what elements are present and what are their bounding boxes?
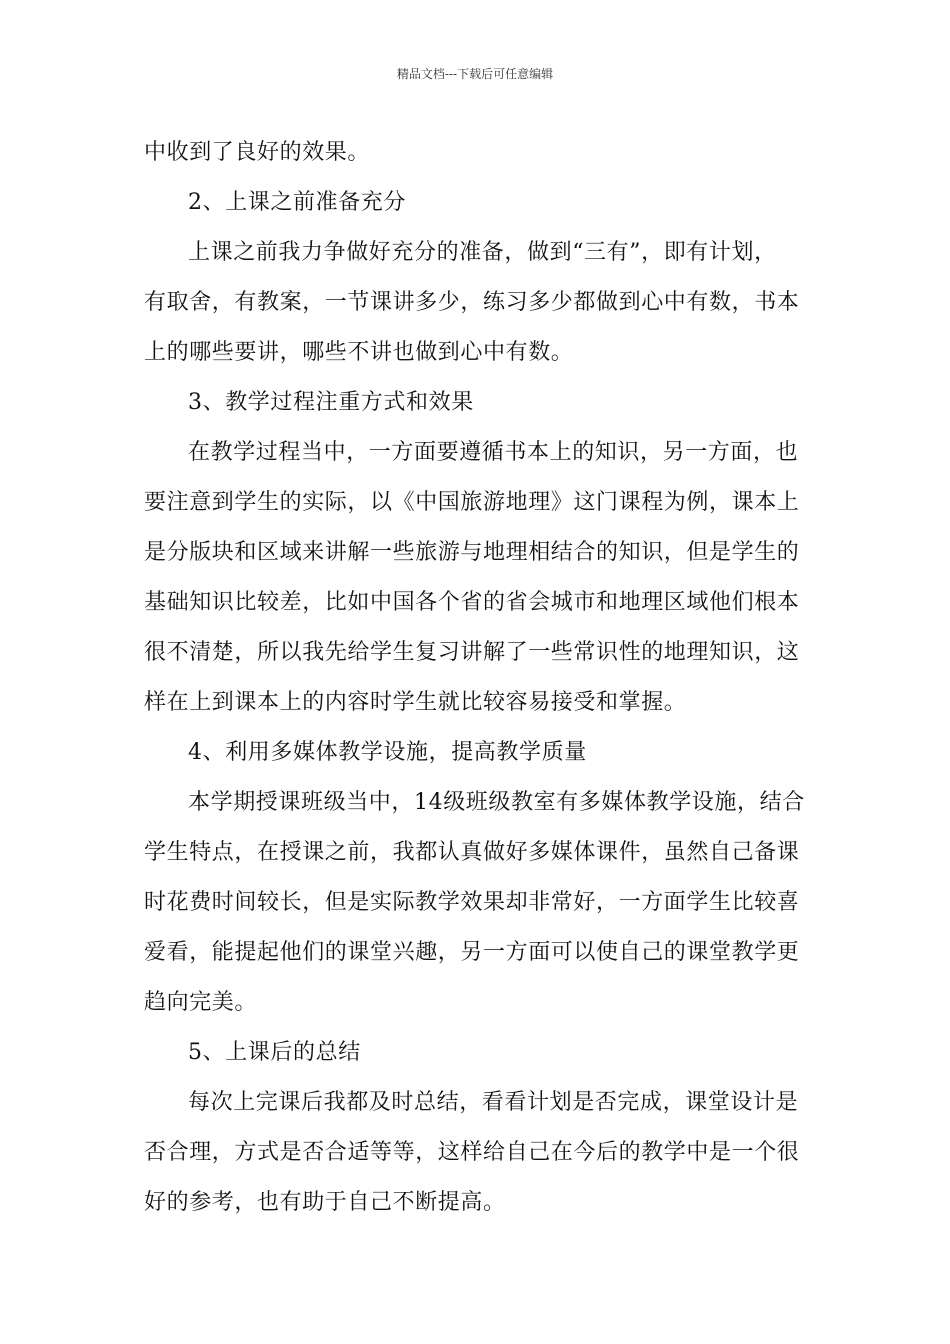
section-heading: 5、上课后的总结 [188, 1040, 361, 1065]
paragraph-line: 在教学过程当中，一方面要遵循书本上的知识，另一方面，也 [188, 440, 799, 465]
paragraph-line: 好的参考，也有助于自己不断提高。 [144, 1190, 506, 1215]
section-heading: 4、利用多媒体教学设施，提高教学质量 [188, 740, 587, 765]
document-body [144, 128, 806, 1228]
paragraph-line: 要注意到学生的实际，以《中国旅游地理》这门课程为例，课本上 [144, 490, 800, 515]
paragraph-line: 是分版块和区域来讲解一些旅游与地理相结合的知识，但是学生的 [144, 540, 800, 565]
paragraph-line: 基础知识比较差，比如中国各个省的省会城市和地理区域他们根本 [144, 590, 800, 615]
paragraph-line: 有取舍，有教案，一节课讲多少，练习多少都做到心中有数，书本 [144, 290, 800, 315]
page-header: 精品文档---下载后可任意编辑 [396, 67, 554, 81]
paragraph-line: 样在上到课本上的内容时学生就比较容易接受和掌握。 [144, 690, 687, 715]
paragraph-line: 上课之前我力争做好充分的准备，做到“三有”，即有计划， [188, 240, 777, 265]
paragraph-line: 趋向完美。 [144, 990, 258, 1015]
paragraph-line: 中收到了良好的效果。 [144, 140, 371, 165]
paragraph-line: 很不清楚，所以我先给学生复习讲解了一些常识性的地理知识，这 [144, 640, 800, 665]
paragraph-line: 时花费时间较长，但是实际教学效果却非常好，一方面学生比较喜 [144, 890, 800, 915]
paragraph-line: 每次上完课后我都及时总结，看看计划是否完成，课堂设计是 [188, 1090, 799, 1115]
paragraph-line: 学生特点，在授课之前，我都认真做好多媒体课件，虽然自己备课 [144, 840, 800, 865]
paragraph-line: 上的哪些要讲，哪些不讲也做到心中有数。 [144, 340, 574, 365]
paragraph-line: 否合理，方式是否合适等等，这样给自己在今后的教学中是一个很 [144, 1140, 800, 1165]
section-heading: 3、教学过程注重方式和效果 [188, 390, 474, 415]
paragraph-line: 本学期授课班级当中，14级班级教室有多媒体教学设施，结合 [188, 790, 805, 815]
paragraph-line: 爱看，能提起他们的课堂兴趣，另一方面可以使自己的课堂教学更 [144, 940, 800, 965]
section-heading: 2、上课之前准备充分 [188, 190, 406, 215]
